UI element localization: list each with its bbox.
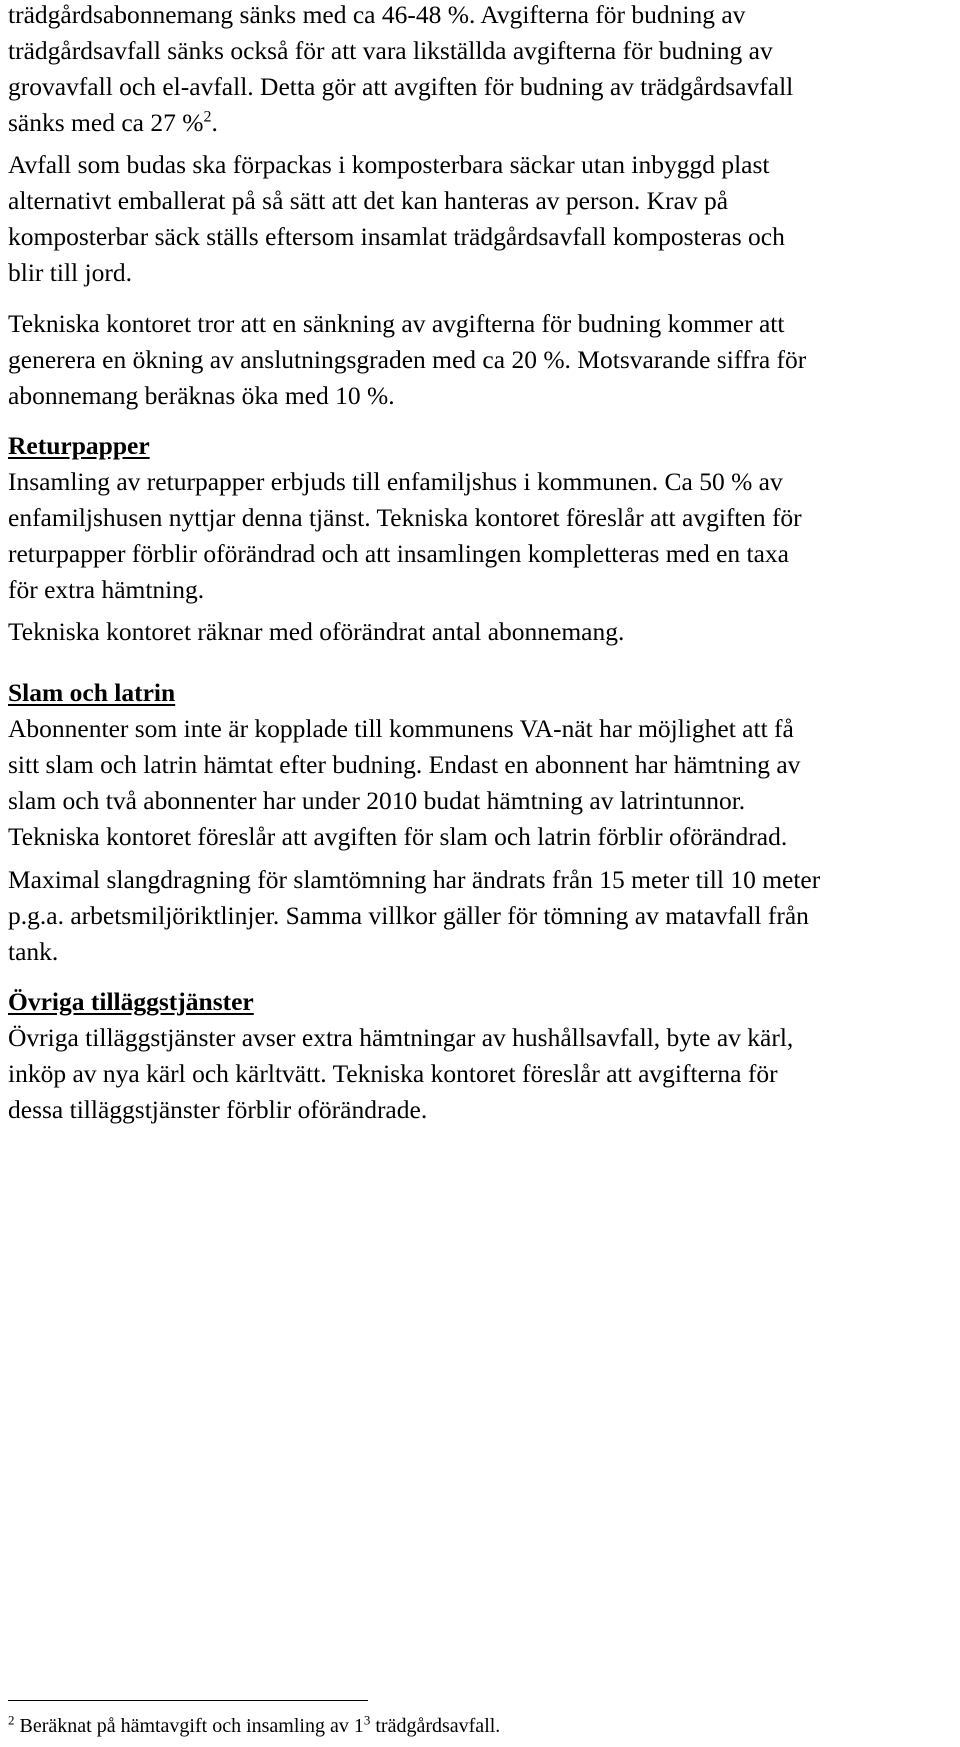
footnote-text: Beräknat på hämtavgift och insamling av 1 bbox=[19, 1715, 364, 1737]
text-line: generera en ökning av anslutningsgraden med ca 20 %. Motsvarande siffra för bbox=[8, 345, 807, 374]
footnote-number: 2 bbox=[8, 1712, 15, 1728]
text-line: tank. bbox=[8, 937, 59, 966]
text-line: dessa tilläggstjänster förblir oförändrade. bbox=[8, 1095, 428, 1124]
footnote-ref: 2 bbox=[203, 108, 212, 126]
heading-ovriga-tillaggstjanster: Övriga tilläggstjänster bbox=[8, 987, 254, 1016]
paragraph-forpackning bbox=[8, 147, 785, 291]
text-line: trädgårdsavfall sänks också för att vara likställda avgifterna för budning av bbox=[8, 36, 773, 65]
paragraph-abonnemang bbox=[8, 614, 624, 650]
heading-returpapper: Returpapper bbox=[8, 431, 150, 460]
text-line: grovavfall och el-avfall. Detta gör att avgiften för budning av trädgårdsavfall bbox=[8, 72, 794, 101]
paragraph-tradgard-avgifter bbox=[8, 0, 793, 141]
text-line: inköp av nya kärl och kärltvätt. Tekniska kontoret föreslår att avgifterna för bbox=[8, 1059, 778, 1088]
heading-slam-och-latrin: Slam och latrin bbox=[8, 678, 176, 707]
text-line: Tekniska kontoret föreslår att avgiften för slam och latrin förblir oförändrad. bbox=[8, 822, 788, 851]
text-line: Övriga tilläggstjänster avser extra hämtningar av hushållsavfall, byte av kärl, bbox=[8, 1023, 794, 1052]
text-line: för extra hämtning. bbox=[8, 575, 205, 604]
text-line: p.g.a. arbetsmiljöriktlinjer. Samma villkor gäller för tömning av matavfall från bbox=[8, 901, 809, 930]
text-line: returpapper förblir oförändrad och att insamlingen kompletteras med en taxa bbox=[8, 539, 789, 568]
text-line: trädgårdsabonnemang sänks med ca 46-48 %. Avgifterna för budning av bbox=[8, 0, 746, 29]
text-line: Abonnenter som inte är kopplade till kommunens VA-nät har möjlighet att få bbox=[8, 714, 794, 743]
footnote-separator bbox=[8, 1700, 368, 1701]
section-slam-och-latrin bbox=[8, 675, 800, 855]
footnote-superscript: 3 bbox=[363, 1712, 371, 1728]
section-returpapper bbox=[8, 428, 802, 608]
text-line bbox=[8, 105, 793, 141]
text-line: Tekniska kontoret tror att en sänkning av avgifterna för budning kommer att bbox=[8, 309, 785, 338]
text-line: alternativt emballerat på så sätt att det kan hanteras av person. Krav på bbox=[8, 186, 729, 215]
text-line: abonnemang beräknas öka med 10 %. bbox=[8, 381, 395, 410]
paragraph-slangdragning bbox=[8, 862, 820, 970]
text-line: enfamiljshusen nyttjar denna tjänst. Tekniska kontoret föreslår att avgiften för bbox=[8, 503, 802, 532]
section-ovriga-tillaggstjanster bbox=[8, 984, 793, 1128]
paragraph-anslutningsgrad bbox=[8, 306, 806, 414]
text-line: Avfall som budas ska förpackas i komposterbara säckar utan inbyggd plast bbox=[8, 150, 770, 179]
text-segment: . bbox=[211, 108, 218, 137]
footnote bbox=[8, 1713, 500, 1739]
text-line: Insamling av returpapper erbjuds till enfamiljshus i kommunen. Ca 50 % av bbox=[8, 467, 783, 496]
footnote-text-end: trädgårdsavfall. bbox=[370, 1715, 501, 1737]
text-line: Maximal slangdragning för slamtömning har ändrats från 15 meter till 10 meter bbox=[8, 865, 821, 894]
text-segment: sänks med ca 27 % bbox=[8, 108, 204, 137]
text-line: sitt slam och latrin hämtat efter budning. Endast en abonnent har hämtning av bbox=[8, 750, 801, 779]
text-line: Tekniska kontoret räknar med oförändrat antal abonnemang. bbox=[8, 617, 625, 646]
text-line: blir till jord. bbox=[8, 258, 132, 287]
text-line: slam och två abonnenter har under 2010 budat hämtning av latrintunnor. bbox=[8, 786, 746, 815]
text-line: komposterbar säck ställs eftersom insamlat trädgårdsavfall komposteras och bbox=[8, 222, 785, 251]
